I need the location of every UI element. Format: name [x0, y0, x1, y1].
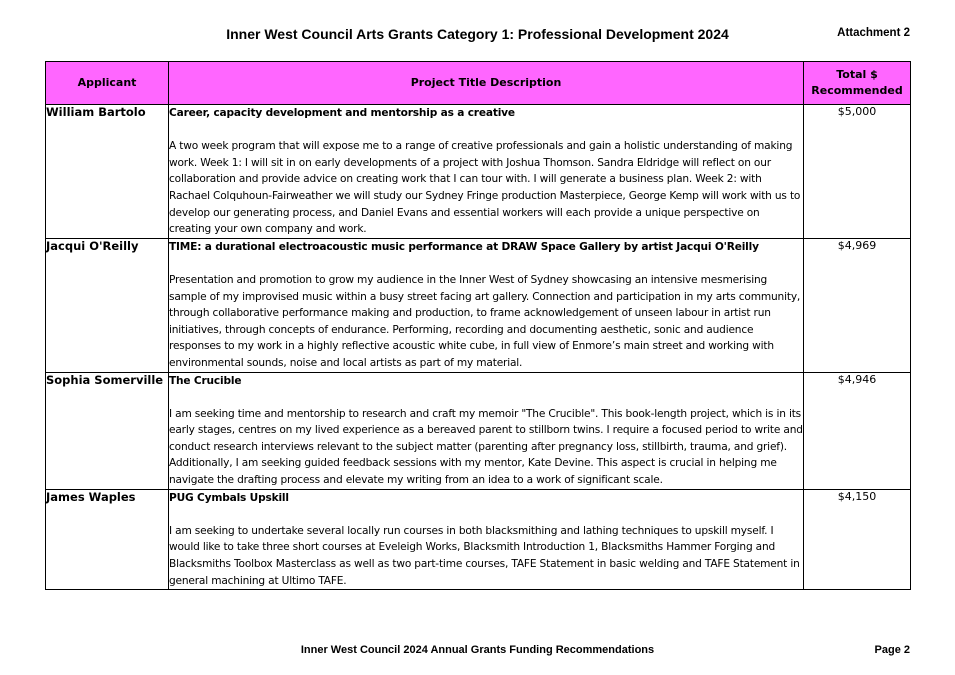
project-cell	[169, 238, 804, 372]
project-column-header: Project Title Description	[169, 62, 804, 105]
amount-cell: $4,150	[804, 489, 911, 590]
project-cell	[169, 105, 804, 239]
project-description: I am seeking to undertake several locally run courses in both blacksmithing and lathing techniques to upskill myself. I would like to take three short courses at Eveleigh Works, Blacksmith Introduction 1, Blacksmiths Hammer Forging and Blacksmiths Toolbox Masterclass as well as two part-time courses, TAFE Statement in basic welding and TAFE Statement in general machining at Ultimo TAFE.	[169, 524, 800, 587]
project-cell	[169, 489, 804, 590]
applicant-cell: James Waples	[46, 489, 169, 590]
amount-cell: $4,946	[804, 372, 911, 489]
applicant-cell: Sophia Somerville	[46, 372, 169, 489]
project-description: Presentation and promotion to grow my audience in the Inner West of Sydney showcasing an intensive mesmerising sample of my improvised music within a busy street facing art gallery. Connection and participation in my arts community, through collaborative performance making and production, to frame acknowledgement of unseen labour in artist run initiatives, through concepts of endurance. Performing, recording and documenting aesthetic, sonic and audience responses to my work in a highly reflective acoustic white cube, in full view of Enmore’s main street and working with environmental sounds, noise and local artists as part of my material.	[169, 273, 801, 369]
total-header-line2: Recommended	[811, 84, 903, 97]
table-row	[46, 105, 911, 239]
project-description: A two week program that will expose me to a range of creative professionals and gain a holistic understanding of making work. Week 1: I will sit in on early developments of a project with Joshua Thomson. Sandra Eldridge will reflect on our collaboration and provide advice on creating work that I can tour with. I will generate a business plan. Week 2: with Rachael Colquhoun-Fairweather we will study our Sydney Fringe production Masterpiece, George Kemp will work with us to develop our generating process, and Daniel Evans and essential workers will each provide a unique perspective on creating your own company and work.	[169, 140, 801, 236]
total-header-line1: Total $	[836, 68, 878, 81]
project-description: I am seeking time and mentorship to research and craft my memoir "The Crucible". This book-length project, which is in its early stages, centres on my lived experience as a bereaved parent to stillborn twins. I require a focused period to write and conduct research interviews relevant to the subject matter (parenting after pregnancy loss, stillbirth, trauma, and grief). Additionally, I am seeking guided feedback sessions with my mentor, Kate Devine. This aspect is crucial in helping me navigate the drafting process and elevate my writing from an idea to a work of significant scale.	[169, 407, 803, 487]
table-row	[46, 489, 911, 590]
page-number: Page 2	[874, 644, 910, 656]
project-title: TIME: a durational electroacoustic music performance at DRAW Space Gallery by artist Jacqui O'Reilly	[169, 240, 759, 253]
amount-cell: $4,969	[804, 238, 911, 372]
project-cell	[169, 372, 804, 489]
table-row	[46, 238, 911, 372]
project-title: PUG Cymbals Upskill	[169, 491, 289, 504]
document-title: Inner West Council Arts Grants Category 1: Professional Development 2024	[226, 26, 729, 42]
footer-text: Inner West Council 2024 Annual Grants Funding Recommendations	[300, 644, 655, 656]
applicant-cell: Jacqui O'Reilly	[46, 238, 169, 372]
amount-cell: $5,000	[804, 105, 911, 239]
table-header-row	[46, 62, 911, 105]
project-title: The Crucible	[169, 374, 242, 387]
grants-table	[45, 61, 911, 590]
applicant-cell: William Bartolo	[46, 105, 169, 239]
table-row	[46, 372, 911, 489]
project-title: Career, capacity development and mentorship as a creative	[169, 107, 515, 119]
total-column-header	[804, 62, 911, 105]
attachment-label: Attachment 2	[837, 27, 910, 39]
applicant-column-header: Applicant	[46, 62, 169, 105]
